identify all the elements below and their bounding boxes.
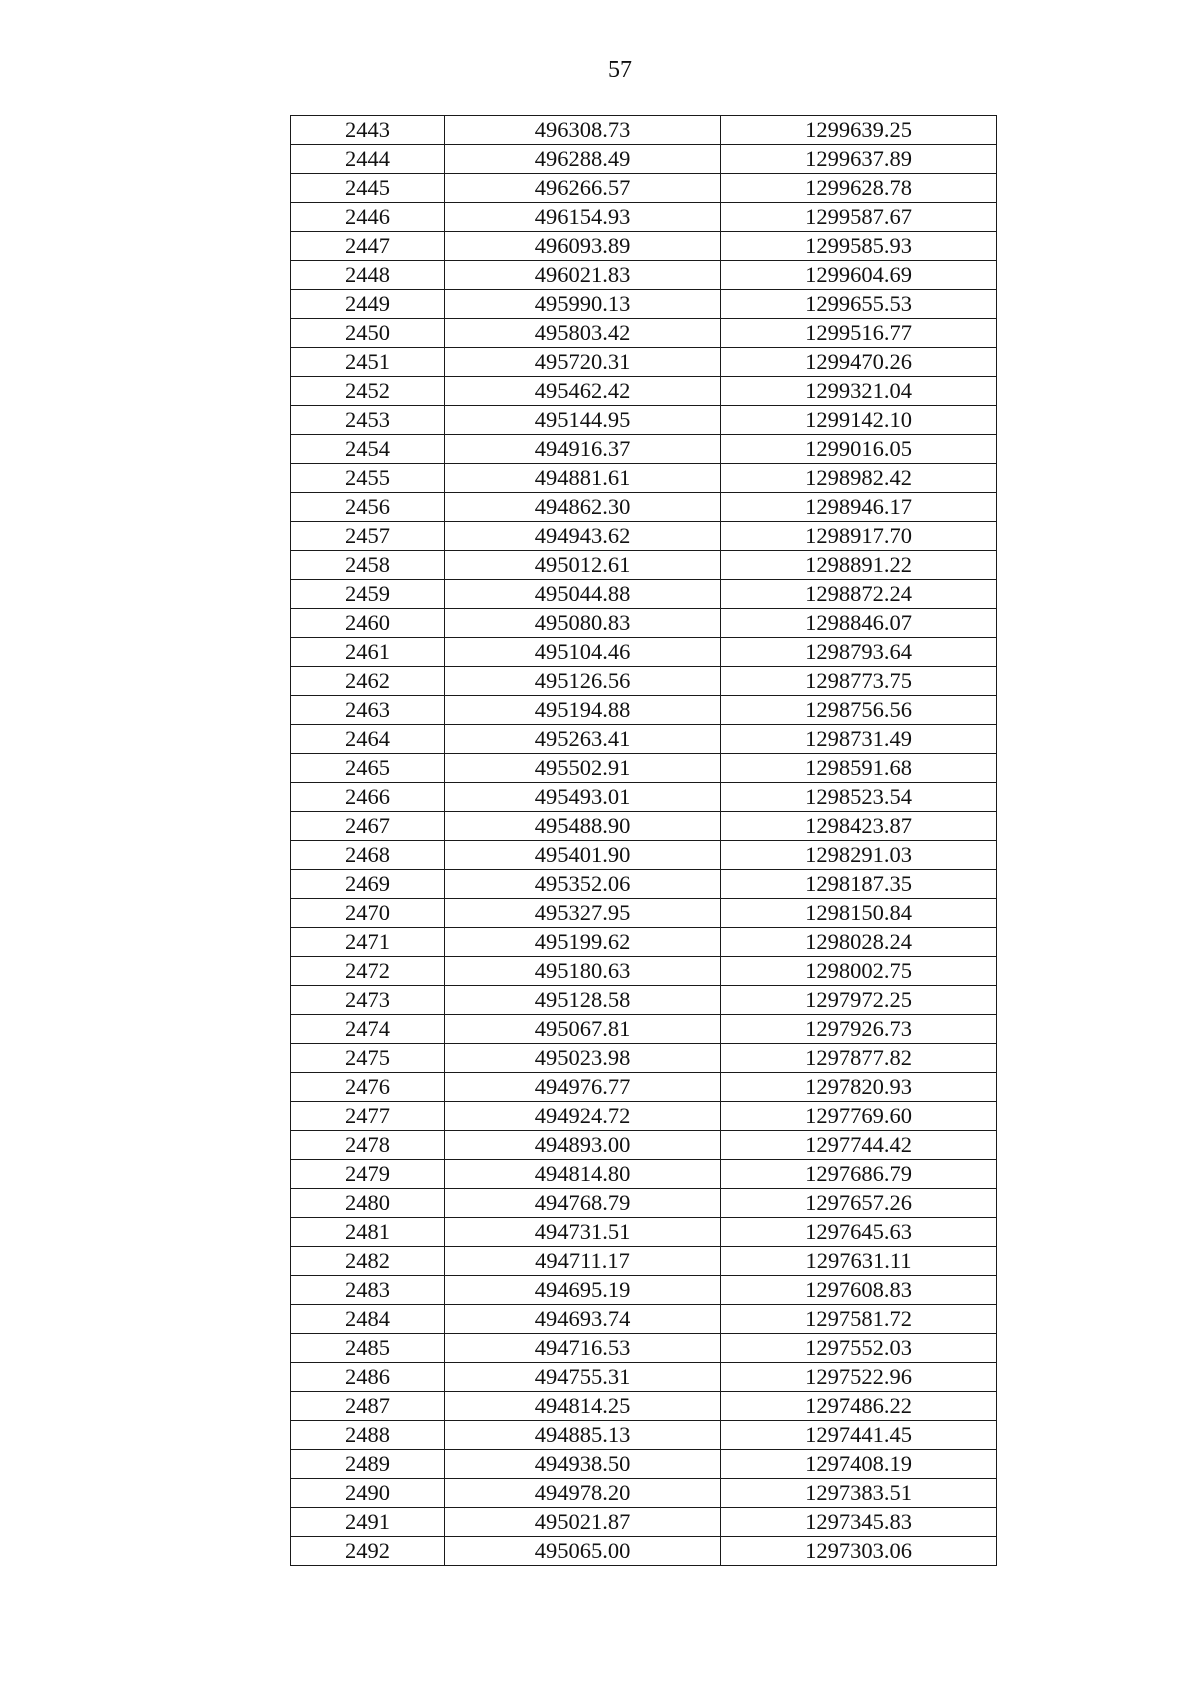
point-number-cell: 2447 [291,232,445,261]
point-number-cell: 2486 [291,1363,445,1392]
x-coordinate-cell: 495720.31 [445,348,721,377]
x-coordinate-cell: 494893.00 [445,1131,721,1160]
x-coordinate-cell: 495104.46 [445,638,721,667]
table-row [291,870,997,899]
x-coordinate-cell: 496266.57 [445,174,721,203]
x-coordinate-cell: 495488.90 [445,812,721,841]
x-coordinate-cell: 495462.42 [445,377,721,406]
point-number-cell: 2461 [291,638,445,667]
x-coordinate-cell: 495180.63 [445,957,721,986]
x-coordinate-cell: 494862.30 [445,493,721,522]
table-row [291,609,997,638]
table-row [291,174,997,203]
point-number-cell: 2459 [291,580,445,609]
x-coordinate-cell: 496093.89 [445,232,721,261]
table-row [291,1102,997,1131]
table-row [291,1421,997,1450]
table-row [291,1537,997,1566]
x-coordinate-cell: 494978.20 [445,1479,721,1508]
point-number-cell: 2448 [291,261,445,290]
table-row [291,348,997,377]
x-coordinate-cell: 495012.61 [445,551,721,580]
point-number-cell: 2481 [291,1218,445,1247]
x-coordinate-cell: 494731.51 [445,1218,721,1247]
point-number-cell: 2473 [291,986,445,1015]
y-coordinate-cell: 1297645.63 [721,1218,997,1247]
point-number-cell: 2469 [291,870,445,899]
point-number-cell: 2462 [291,667,445,696]
table-row [291,783,997,812]
point-number-cell: 2453 [291,406,445,435]
table-row [291,116,997,145]
x-coordinate-cell: 495352.06 [445,870,721,899]
point-number-cell: 2468 [291,841,445,870]
y-coordinate-cell: 1298872.24 [721,580,997,609]
y-coordinate-cell: 1297486.22 [721,1392,997,1421]
y-coordinate-cell: 1299637.89 [721,145,997,174]
y-coordinate-cell: 1299142.10 [721,406,997,435]
table-row [291,464,997,493]
table-row [291,725,997,754]
table-row [291,1508,997,1537]
table-row [291,580,997,609]
y-coordinate-cell: 1298946.17 [721,493,997,522]
table-row [291,232,997,261]
table-row [291,203,997,232]
point-number-cell: 2443 [291,116,445,145]
point-number-cell: 2456 [291,493,445,522]
point-number-cell: 2450 [291,319,445,348]
table-row [291,1189,997,1218]
y-coordinate-cell: 1298002.75 [721,957,997,986]
y-coordinate-cell: 1297926.73 [721,1015,997,1044]
x-coordinate-cell: 495128.58 [445,986,721,1015]
table-row [291,290,997,319]
table-row [291,261,997,290]
table-row [291,493,997,522]
x-coordinate-cell: 494693.74 [445,1305,721,1334]
x-coordinate-cell: 496288.49 [445,145,721,174]
point-number-cell: 2460 [291,609,445,638]
point-number-cell: 2478 [291,1131,445,1160]
point-number-cell: 2458 [291,551,445,580]
x-coordinate-cell: 495023.98 [445,1044,721,1073]
y-coordinate-cell: 1299016.05 [721,435,997,464]
table-row [291,1044,997,1073]
point-number-cell: 2487 [291,1392,445,1421]
y-coordinate-cell: 1299587.67 [721,203,997,232]
point-number-cell: 2444 [291,145,445,174]
y-coordinate-cell: 1298591.68 [721,754,997,783]
x-coordinate-cell: 495327.95 [445,899,721,928]
table-row [291,667,997,696]
x-coordinate-cell: 495126.56 [445,667,721,696]
x-coordinate-cell: 494916.37 [445,435,721,464]
table-row [291,1450,997,1479]
point-number-cell: 2480 [291,1189,445,1218]
point-number-cell: 2457 [291,522,445,551]
coordinates-table [290,115,997,1566]
table-row [291,812,997,841]
table-row [291,928,997,957]
y-coordinate-cell: 1297972.25 [721,986,997,1015]
table-row [291,986,997,1015]
table-row [291,754,997,783]
y-coordinate-cell: 1299470.26 [721,348,997,377]
point-number-cell: 2483 [291,1276,445,1305]
table-row [291,638,997,667]
x-coordinate-cell: 494768.79 [445,1189,721,1218]
y-coordinate-cell: 1299639.25 [721,116,997,145]
y-coordinate-cell: 1297686.79 [721,1160,997,1189]
point-number-cell: 2446 [291,203,445,232]
x-coordinate-cell: 496021.83 [445,261,721,290]
y-coordinate-cell: 1298846.07 [721,609,997,638]
x-coordinate-cell: 494814.80 [445,1160,721,1189]
table-row [291,377,997,406]
y-coordinate-cell: 1297522.96 [721,1363,997,1392]
y-coordinate-cell: 1297820.93 [721,1073,997,1102]
y-coordinate-cell: 1297408.19 [721,1450,997,1479]
point-number-cell: 2472 [291,957,445,986]
point-number-cell: 2488 [291,1421,445,1450]
point-number-cell: 2464 [291,725,445,754]
y-coordinate-cell: 1297631.11 [721,1247,997,1276]
point-number-cell: 2454 [291,435,445,464]
y-coordinate-cell: 1298982.42 [721,464,997,493]
point-number-cell: 2449 [291,290,445,319]
x-coordinate-cell: 495263.41 [445,725,721,754]
x-coordinate-cell: 494716.53 [445,1334,721,1363]
table-row [291,1334,997,1363]
y-coordinate-cell: 1299585.93 [721,232,997,261]
table-row [291,1015,997,1044]
point-number-cell: 2490 [291,1479,445,1508]
page-number: 57 [608,57,632,83]
point-number-cell: 2475 [291,1044,445,1073]
point-number-cell: 2466 [291,783,445,812]
x-coordinate-cell: 494938.50 [445,1450,721,1479]
point-number-cell: 2491 [291,1508,445,1537]
point-number-cell: 2476 [291,1073,445,1102]
table-row [291,957,997,986]
point-number-cell: 2477 [291,1102,445,1131]
table-row [291,696,997,725]
x-coordinate-cell: 495021.87 [445,1508,721,1537]
table-row [291,1131,997,1160]
point-number-cell: 2482 [291,1247,445,1276]
point-number-cell: 2451 [291,348,445,377]
point-number-cell: 2474 [291,1015,445,1044]
point-number-cell: 2455 [291,464,445,493]
y-coordinate-cell: 1299604.69 [721,261,997,290]
x-coordinate-cell: 494814.25 [445,1392,721,1421]
point-number-cell: 2484 [291,1305,445,1334]
table-row [291,551,997,580]
y-coordinate-cell: 1299655.53 [721,290,997,319]
y-coordinate-cell: 1297345.83 [721,1508,997,1537]
x-coordinate-cell: 494943.62 [445,522,721,551]
table-row [291,1247,997,1276]
point-number-cell: 2463 [291,696,445,725]
y-coordinate-cell: 1298793.64 [721,638,997,667]
y-coordinate-cell: 1298187.35 [721,870,997,899]
point-number-cell: 2467 [291,812,445,841]
table-row [291,1160,997,1189]
x-coordinate-cell: 495194.88 [445,696,721,725]
y-coordinate-cell: 1297383.51 [721,1479,997,1508]
table-row [291,1305,997,1334]
y-coordinate-cell: 1297581.72 [721,1305,997,1334]
y-coordinate-cell: 1297769.60 [721,1102,997,1131]
point-number-cell: 2492 [291,1537,445,1566]
point-number-cell: 2479 [291,1160,445,1189]
table-row [291,899,997,928]
x-coordinate-cell: 494924.72 [445,1102,721,1131]
x-coordinate-cell: 494755.31 [445,1363,721,1392]
y-coordinate-cell: 1298731.49 [721,725,997,754]
x-coordinate-cell: 495080.83 [445,609,721,638]
x-coordinate-cell: 496154.93 [445,203,721,232]
y-coordinate-cell: 1298028.24 [721,928,997,957]
y-coordinate-cell: 1297877.82 [721,1044,997,1073]
y-coordinate-cell: 1297744.42 [721,1131,997,1160]
point-number-cell: 2485 [291,1334,445,1363]
y-coordinate-cell: 1297303.06 [721,1537,997,1566]
point-number-cell: 2471 [291,928,445,957]
y-coordinate-cell: 1297608.83 [721,1276,997,1305]
x-coordinate-cell: 495067.81 [445,1015,721,1044]
x-coordinate-cell: 494711.17 [445,1247,721,1276]
point-number-cell: 2489 [291,1450,445,1479]
x-coordinate-cell: 496308.73 [445,116,721,145]
point-number-cell: 2445 [291,174,445,203]
x-coordinate-cell: 495502.91 [445,754,721,783]
table-row [291,1363,997,1392]
table-row [291,1392,997,1421]
x-coordinate-cell: 495044.88 [445,580,721,609]
y-coordinate-cell: 1299628.78 [721,174,997,203]
y-coordinate-cell: 1297441.45 [721,1421,997,1450]
y-coordinate-cell: 1297552.03 [721,1334,997,1363]
table-row [291,1218,997,1247]
table-row [291,1073,997,1102]
x-coordinate-cell: 495990.13 [445,290,721,319]
x-coordinate-cell: 495199.62 [445,928,721,957]
point-number-cell: 2465 [291,754,445,783]
point-number-cell: 2452 [291,377,445,406]
y-coordinate-cell: 1298891.22 [721,551,997,580]
table-row [291,406,997,435]
x-coordinate-cell: 495401.90 [445,841,721,870]
y-coordinate-cell: 1298150.84 [721,899,997,928]
table-row [291,145,997,174]
y-coordinate-cell: 1298756.56 [721,696,997,725]
y-coordinate-cell: 1298291.03 [721,841,997,870]
x-coordinate-cell: 494881.61 [445,464,721,493]
x-coordinate-cell: 495065.00 [445,1537,721,1566]
x-coordinate-cell: 494695.19 [445,1276,721,1305]
x-coordinate-cell: 495493.01 [445,783,721,812]
y-coordinate-cell: 1299321.04 [721,377,997,406]
y-coordinate-cell: 1297657.26 [721,1189,997,1218]
table-row [291,319,997,348]
table-row [291,435,997,464]
table-row [291,1276,997,1305]
y-coordinate-cell: 1299516.77 [721,319,997,348]
y-coordinate-cell: 1298773.75 [721,667,997,696]
x-coordinate-cell: 495803.42 [445,319,721,348]
y-coordinate-cell: 1298917.70 [721,522,997,551]
x-coordinate-cell: 494976.77 [445,1073,721,1102]
coordinates-table-body [291,116,997,1566]
point-number-cell: 2470 [291,899,445,928]
table-row [291,841,997,870]
x-coordinate-cell: 495144.95 [445,406,721,435]
x-coordinate-cell: 494885.13 [445,1421,721,1450]
table-row [291,1479,997,1508]
table-row [291,522,997,551]
y-coordinate-cell: 1298423.87 [721,812,997,841]
y-coordinate-cell: 1298523.54 [721,783,997,812]
